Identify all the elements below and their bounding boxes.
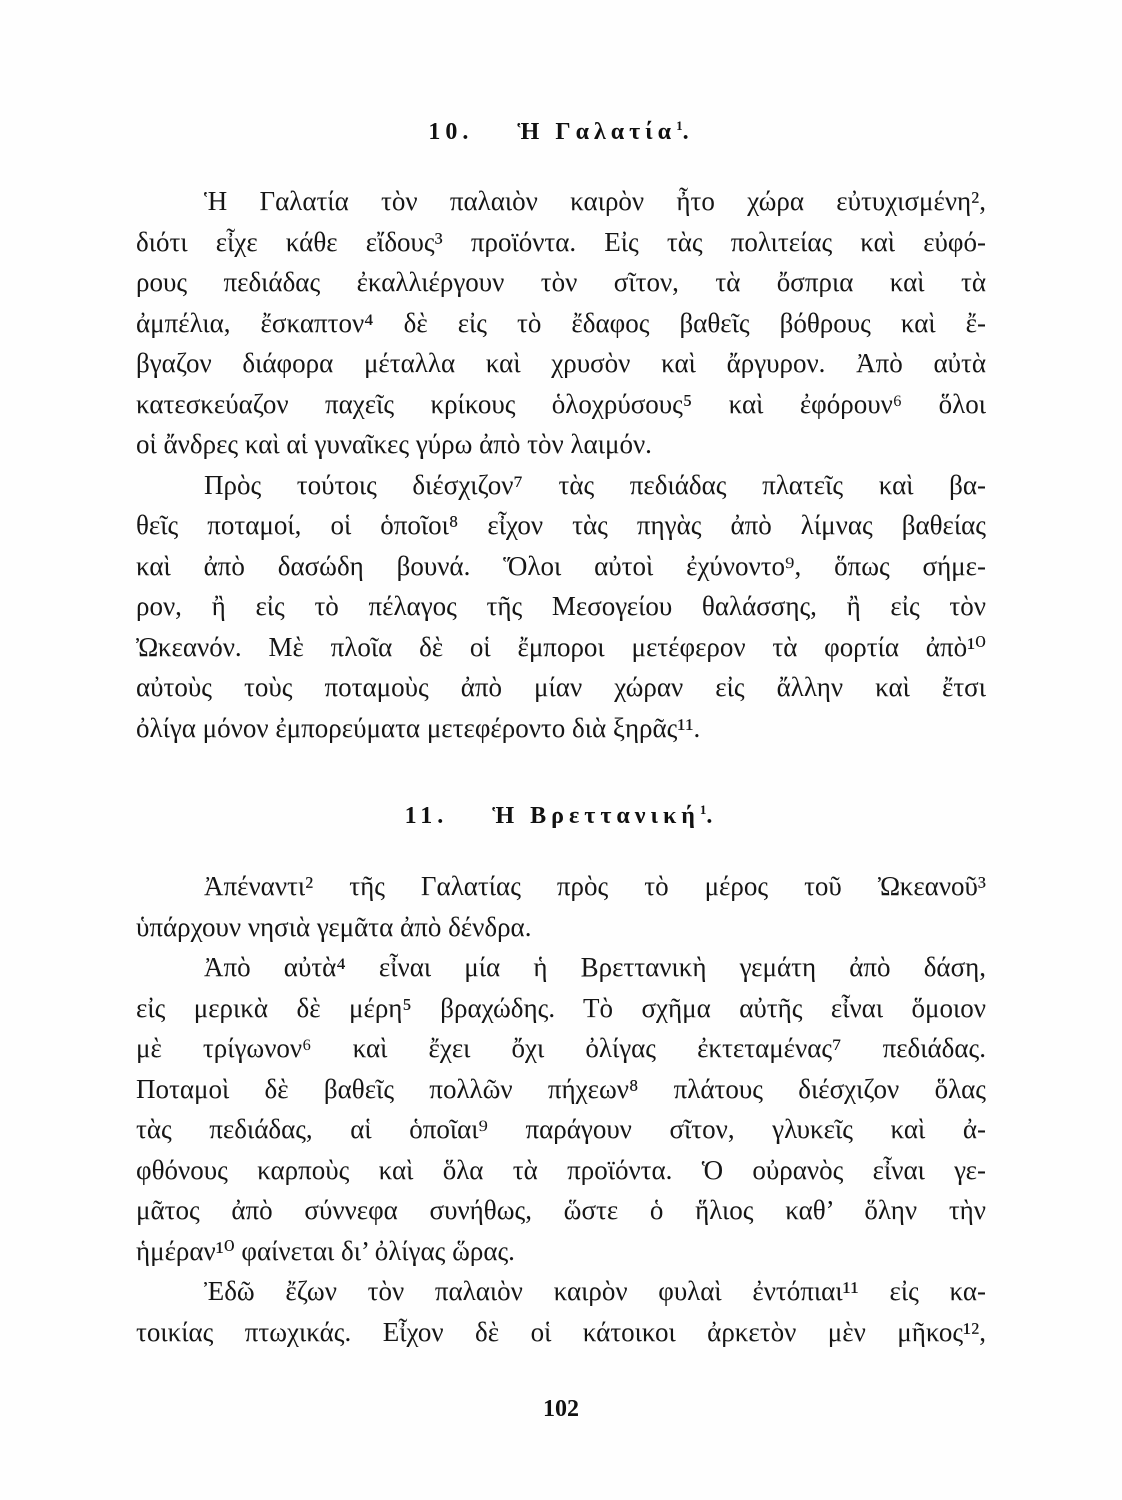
text-line: εἰς μερικὰ δὲ μέρη⁵ βραχώδης. Τὸ σχῆμα αὐτῆς εἶναι ὅμοιον — [136, 992, 986, 1023]
text-line: Ποταμοὶ δὲ βαθεῖς πολλῶν πήχεων⁸ πλάτους διέσχιζον ὅλας — [136, 1073, 986, 1104]
text-line: ρον, ἢ εἰς τὸ πέλαγος τῆς Μεσογείου θαλάσσης, ἢ εἰς τὸν — [136, 591, 986, 621]
section-title-text: Ἡ Γαλατία — [517, 119, 677, 145]
paragraph — [136, 947, 986, 1271]
text-line: ἀμπέλια, ἔσκαπτον⁴ δὲ εἰς τὸ ἔδαφος βαθεῖς βόθρους καὶ ἔ- — [136, 307, 986, 338]
section-11-body — [136, 866, 986, 1352]
text-line: οἱ ἄνδρες καὶ αἱ γυναῖκες γύρω ἀπὸ τὸν λαιμόν. — [136, 429, 652, 459]
text-line: Ἀπέναντι² τῆς Γαλατίας πρὸς τὸ μέρος τοῦ Ὠκεανοῦ³ — [204, 871, 986, 901]
text-line: Ὠκεανόν. Μὲ πλοῖα δὲ οἱ ἔμποροι μετέφερον τὰ φορτία ἀπὸ¹⁰ — [136, 631, 986, 662]
footnote-marker: 1 — [699, 802, 707, 817]
text-line: Πρὸς τούτοις διέσχιζον⁷ τὰς πεδιάδας πλατεῖς καὶ βα- — [204, 469, 986, 500]
text-line: φθόνους καρποὺς καὶ ὅλα τὰ προϊόντα. Ὁ οὐρανὸς εἶναι γε- — [136, 1154, 986, 1185]
text-line: τὰς πεδιάδας, αἱ ὁποῖαι⁹ παράγουν σῖτον, γλυκεῖς καὶ ἀ- — [136, 1114, 986, 1144]
text-line: διότι εἶχε κάθε εἴδους³ προϊόντα. Εἰς τὰς πολιτείας καὶ εὐφό- — [136, 226, 986, 257]
section-heading-10: 10. Ἡ Γαλατία$^1$. — [428, 118, 694, 145]
page-number: 102 — [543, 1396, 579, 1422]
paragraph — [136, 181, 986, 465]
paragraph — [136, 866, 986, 947]
text-line: τοικίας πτωχικάς. Εἶχον δὲ οἱ κάτοικοι ἀρκετὸν μὲν μῆκος¹², — [136, 1316, 986, 1347]
paragraph — [136, 465, 986, 749]
text-line: ὀλίγα μόνον ἐμπορεύματα μετεφέροντο διὰ ξηρᾶς¹¹. — [136, 712, 701, 743]
text-line: αὐτοὺς τοὺς ποταμοὺς ἀπὸ μίαν χώραν εἰς ἄλλην καὶ ἔτσι — [136, 672, 986, 702]
text-line: ἡμέραν¹⁰ φαίνεται δι’ ὀλίγας ὥρας. — [136, 1235, 515, 1266]
footnote-marker: 1 — [676, 118, 683, 133]
text-line: Ἀπὸ αὐτὰ⁴ εἶναι μία ἡ Βρεττανικὴ γεμάτη ἀπὸ δάση, — [204, 952, 986, 982]
text-line: καὶ ἀπὸ δασώδη βουνά. Ὅλοι αὐτοὶ ἐχύνοντο⁹, ὅπως σήμε- — [136, 550, 986, 581]
text-line: θεῖς ποταμοί, οἱ ὁποῖοι⁸ εἶχον τὰς πηγὰς ἀπὸ λίμνας βαθείας — [136, 510, 986, 540]
text-line: ρους πεδιάδας ἐκαλλιέργουν τὸν σῖτον, τὰ ὄσπρια καὶ τὰ — [136, 267, 986, 297]
text-line: βγαζον διάφορα μέταλλα καὶ χρυσὸν καὶ ἄργυρον. Ἀπὸ αὐτὰ — [136, 348, 986, 378]
section-title-text: Ἡ Βρεττανική — [492, 803, 700, 829]
text-line: κατεσκεύαζον παχεῖς κρίκους ὁλοχρύσους⁵ καὶ ἐφόρουν⁶ ὅλοι — [136, 388, 986, 419]
section-number: 10. — [428, 119, 474, 145]
section-number: 11. — [404, 803, 449, 829]
text-line: Ἡ Γαλατία τὸν παλαιὸν καιρὸν ἦτο χώρα εὐτυχισμένη², — [204, 186, 986, 216]
section-heading-11: 11. Ἡ Βρεττανική$^1$. — [404, 802, 718, 829]
text-line: μὲ τρίγωνον⁶ καὶ ἔχει ὄχι ὀλίγας ἐκτεταμένας⁷ πεδιάδας. — [136, 1033, 986, 1063]
paragraph — [136, 1271, 986, 1352]
text-line: Ἐδῶ ἔζων τὸν παλαιὸν καιρὸν φυλαὶ ἐντόπιαι¹¹ εἰς κα- — [204, 1276, 986, 1306]
text-line: μᾶτος ἀπὸ σύννεφα συνήθως, ὥστε ὁ ἥλιος καθ’ ὅλην τὴν — [136, 1195, 986, 1225]
section-10-body — [136, 181, 986, 748]
text-line: ὑπάρχουν νησιὰ γεμᾶτα ἀπὸ δένδρα. — [136, 911, 532, 942]
